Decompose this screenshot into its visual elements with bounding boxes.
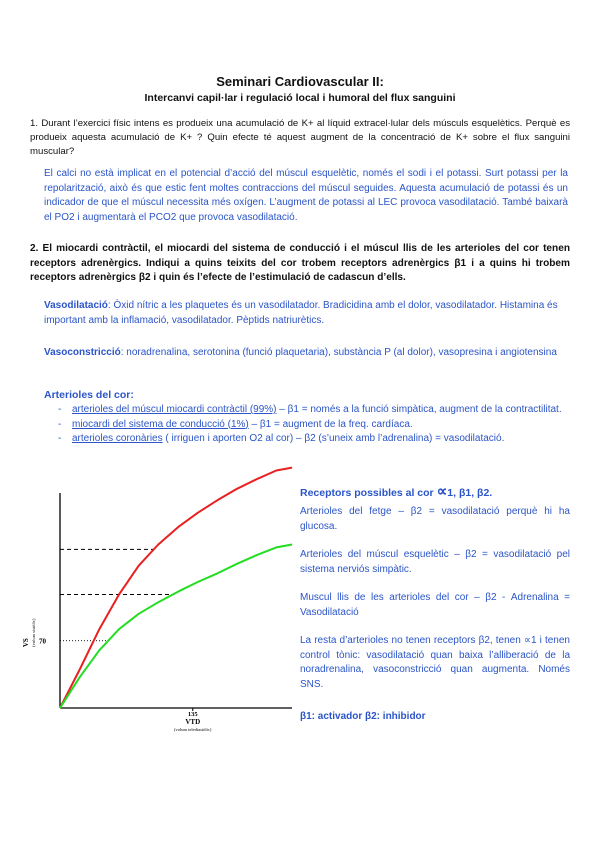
arteriole-item (58, 432, 570, 447)
side-footer: β1: activador β2: inhibidor (300, 711, 426, 722)
y-tick-label: 70 (39, 637, 46, 646)
y-axis-label: VS (22, 638, 30, 648)
receptors-heading (300, 485, 570, 501)
receptors-heading-rest: 1, β1, β2. (447, 487, 493, 499)
arteriole-link: miocardi del sistema de conducció (1%) (72, 418, 249, 430)
arterioles-list (58, 403, 570, 447)
arteriole-text: – β1 = augment de la freq. cardíaca. (248, 418, 413, 430)
x-axis-sublabel: (volum telediastòlic) (174, 727, 212, 732)
vasoconstriccio-text: : noradrenalina, serotonina (funció plaquetaria), substància P (al dolor), vasopresina i angiotensina (120, 347, 557, 358)
page-title: Seminari Cardiovascular II: (216, 74, 384, 89)
x-tick-label: 135 (187, 711, 198, 718)
vasodilatacio-paragraph (44, 299, 570, 328)
side-paragraph-3: Muscul llis de les arterioles del cor – β2 - Adrenalina = Vasodilatació (300, 592, 570, 618)
question-2: 2. El miocardi contràctil, el miocardi del sistema de conducció i el múscul llis de les arterioles del cor tenen receptors adrenèrgics. Indiqui a quins teixits del cor trobem receptors adrenèrgics β1 i a quins hi trobem receptors adrenèrgics β2 i quin és l’efecte de l’estimulació de cadascun d’ells. (30, 243, 570, 284)
x-axis-label: VTD (185, 718, 201, 726)
frank-starling-chart (0, 455, 295, 745)
vasodilatacio-label: Vasodilatació (44, 300, 108, 311)
list-dash: - (58, 418, 62, 430)
arteriole-text: – β1 = només a la funció simpàtica, augment de la contractilitat. (276, 404, 562, 415)
question-1: 1. Durant l’exercici físic intens es produeix una acumulació de K+ al líquid extracel·lular dels músculs esquelètics. Perquè es produeix aquesta acumulació de K+ ? Quin efecte té aquest augment de la concentració de K+ sobre el flux sanguini muscular? (30, 118, 570, 157)
answer-1: El calci no està implicat en el potencial d’acció del múscul esquelètic, només el sodi i el potassi. Surt potassi per la repolarització, això és que estic fent moltes contraccions del múscul seguides. Aquesta acumulació de potassi és un indicador de que el múscul necessita més oxígen. L’augment de potassi al LEC provoca vasodilatació. També baixarà el PO2 i augmentarà el PCO2 que provoca vasodilatació. (44, 168, 568, 223)
receptors-heading-text: Receptors possibles al cor (300, 487, 437, 499)
side-paragraph-4: La resta d’arterioles no tenen receptors β2, tenen ∝1 i tenen control tònic: vasodilatació quan baixa l’alliberació de la noradrenalina, vasoconstricció quan augmenta. Només SNS. (300, 635, 570, 690)
y-axis-sublabel: (volum sistòlic) (31, 618, 36, 647)
side-paragraph-2: Arterioles del múscul esquelètic – β2 = vasodilatació pel sistema nerviós simpàtic. (300, 549, 570, 575)
alpha-symbol: ∝ (436, 483, 448, 500)
side-paragraph-1: Arterioles del fetge – β2 = vasodilatació perquè hi ha glucosa. (300, 506, 570, 532)
arteriole-item (58, 403, 570, 418)
arteriole-link: arterioles del múscul miocardi contràctil (99%) (72, 404, 277, 415)
vasodilatacio-text: : Òxid nítric a les plaquetes és un vasodilatador. Bradicidina amb el dolor, vasodilatador. Histamina és important amb la inflamació, vasodilatador. Pèptids natriurètics. (44, 300, 558, 326)
page-subtitle: Intercanvi capil·lar i regulació local i humoral del flux sanguini (144, 92, 456, 104)
series-line-red (60, 468, 292, 708)
list-dash: - (58, 433, 62, 444)
arteriole-text: ( irriguen i aporten O2 al cor) – β2 (s’uneix amb l’adrenalina) = vasodilatació. (162, 433, 505, 444)
arterioles-heading: Arterioles del cor: (44, 389, 134, 401)
arteriole-item (58, 418, 570, 433)
vasoconstriccio-paragraph (44, 346, 570, 361)
series-line-green (60, 545, 292, 709)
vasoconstriccio-label: Vasoconstricció (44, 347, 121, 358)
arteriole-link: arterioles coronàries (72, 433, 163, 444)
list-dash: - (58, 404, 62, 415)
